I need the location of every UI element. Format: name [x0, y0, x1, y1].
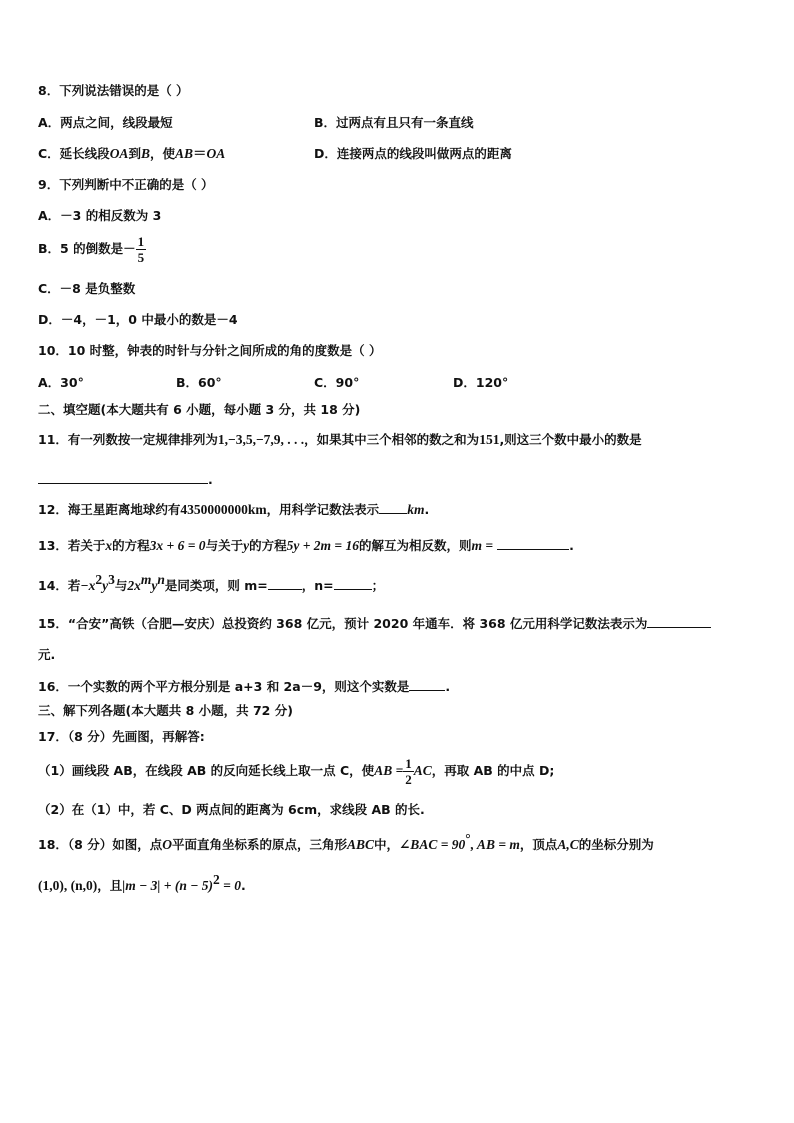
q8-c-oa2: OA: [206, 146, 226, 161]
q18-square: 2: [213, 872, 220, 887]
q9-b-text: B．5 的倒数是－: [38, 241, 136, 256]
q17-p1-post: ，再取 AB 的中点 D;: [431, 763, 555, 778]
q11-text: [38, 431, 642, 449]
q17-stem: 17．（8 分）先画图，再解答:: [38, 729, 205, 744]
q12-end: .: [424, 502, 430, 517]
q13-mid1: 的方程: [112, 538, 150, 553]
q8-option-a: A．两点之间，线段最短: [38, 115, 173, 130]
q14-mid3: ，n=: [301, 578, 334, 593]
q12-answer-blank[interactable]: [379, 500, 407, 514]
q14-term1-x: −x: [80, 578, 96, 593]
q18-line-1: [38, 831, 654, 854]
q18-mid3: ，顶点: [519, 837, 558, 852]
q15-line-1: [38, 614, 711, 633]
q14-term1-yexp: 3: [108, 572, 115, 587]
q16-answer-blank[interactable]: [409, 677, 445, 691]
q17-p1-denominator: 2: [405, 772, 412, 787]
q15-line-2: 元.: [38, 647, 56, 662]
q8-option-c: [38, 145, 225, 163]
q17-p1-pre: （1）画线段 AB，在线段 AB 的反向延长线上取一点 C，使: [38, 763, 375, 778]
q11-answer-line: [38, 470, 213, 489]
q17-p1-numerator: 1: [405, 756, 412, 771]
q8-c-oa: OA: [109, 146, 129, 161]
q13-mid2: 与关于: [205, 538, 244, 553]
q14-term1-y: y: [102, 578, 109, 593]
q14-n-blank[interactable]: [334, 576, 372, 590]
q12-mid: ，用科学记数法表示: [266, 502, 380, 517]
q8-option-d: D．连接两点的线段叫做两点的距离: [314, 146, 512, 161]
q10-stem: 10．10 时整，钟表的时针与分针之间所成的角的度数是（ ）: [38, 343, 382, 358]
q13-equation-2: 5y + 2m = 16: [286, 538, 359, 553]
q11-sequence: 1,−3,5,−7,9, . . .: [217, 432, 305, 447]
q15-text: 15．“合安”高铁（合肥—安庆）总投资约 368 亿元，预计 2020 年通车．将 368 亿元用科学记数法表示为: [38, 616, 648, 631]
q13-var-x: x: [105, 538, 113, 553]
q11-answer-blank[interactable]: [38, 470, 208, 484]
q18-mid4: 的坐标分别为: [578, 837, 654, 852]
q8-c-b: B: [140, 146, 150, 161]
q17-p1-eq: AB =: [374, 763, 404, 778]
q8-c-equals: ＝: [193, 146, 207, 161]
q16-pre: 16．一个实数的两个平方根分别是 a+3 和 2a－9，则这个实数是: [38, 679, 410, 694]
q9-b-denominator: 5: [137, 250, 145, 265]
q14-m-blank[interactable]: [268, 576, 302, 590]
q18-degree: °: [465, 831, 471, 846]
q14-term2-xexp: m: [140, 572, 152, 587]
q18-condition: |m − 3| + (n − 5): [122, 878, 214, 893]
q8-c-text: C．延长线段: [38, 146, 110, 161]
q9-b-fraction: [136, 234, 147, 265]
q18-end: .: [240, 878, 246, 893]
q8-c-to: 到: [128, 146, 141, 161]
q18-ac: A,C: [557, 837, 579, 852]
q16-text: [38, 677, 450, 696]
q10-option-d: D．120°: [453, 375, 509, 390]
q14-term2-y: y: [151, 578, 158, 593]
q9-option-c: C．－8 是负整数: [38, 281, 136, 296]
q14-term2-x: 2x: [127, 578, 141, 593]
q18-pre: 18．（8 分）如图，点: [38, 837, 163, 852]
q12-text: [38, 500, 429, 519]
q12-pre: 12．海王星距离地球约有: [38, 502, 181, 517]
q13-equation-1: 3x + 6 = 0: [149, 538, 206, 553]
q9-b-numerator: 1: [137, 234, 145, 249]
q18-angle: ∠BAC = 90: [399, 837, 466, 852]
q14-end: ；: [371, 578, 385, 593]
q18-coords: (1,0), (n,0): [38, 878, 98, 893]
q14-mid: 与: [114, 578, 128, 593]
q11-post: ,则这三个数中最小的数是: [499, 432, 642, 447]
q17-p1-ac: AC: [413, 763, 432, 778]
q13-var-y: y: [243, 538, 250, 553]
q18-ab: , AB = m: [470, 837, 520, 852]
q9-option-d: D．－4，－1，0 中最小的数是－4: [38, 312, 238, 327]
q18-line-2: [38, 872, 246, 895]
q12-unit: km: [407, 502, 425, 517]
q8-stem: 8．下列说法错误的是（ ）: [38, 83, 189, 98]
q14-term2-yexp: n: [157, 572, 165, 587]
q17-part-1: [38, 756, 554, 787]
q9-stem: 9．下列判断中不正确的是（ ）: [38, 177, 214, 192]
q11-pre: 11．有一列数按一定规律排列为: [38, 432, 218, 447]
q18-o: O: [162, 837, 172, 852]
q13-end: .: [569, 538, 574, 553]
q16-end: .: [445, 679, 451, 694]
q13-mid4: 的解互为相反数，则: [358, 538, 472, 553]
q18-mid2: 中，: [373, 837, 399, 852]
q8-option-b: B．过两点有且只有一条直线: [314, 115, 474, 130]
section-3-heading: 三、解下列各题(本大题共 8 小题，共 72 分): [38, 703, 293, 718]
q12-number: 4350000000km: [180, 502, 267, 517]
q14-text: [38, 572, 385, 595]
q9-option-b: [38, 234, 146, 265]
q13-text: [38, 536, 574, 555]
q13-answer-blank[interactable]: [497, 536, 569, 550]
q10-option-c: C．90°: [314, 375, 360, 390]
q11-end: .: [208, 472, 213, 487]
q14-mid2: 是同类项，则 m=: [164, 578, 268, 593]
q10-option-b: B．60°: [176, 375, 222, 390]
q8-c-such: ，使: [149, 146, 175, 161]
q15-answer-blank[interactable]: [647, 614, 711, 628]
q13-m: m =: [471, 538, 494, 553]
q17-part-2: （2）在（1）中，若 C、D 两点间的距离为 6cm，求线段 AB 的长.: [38, 802, 425, 817]
q18-mid1: 平面直角坐标系的原点，三角形: [171, 837, 347, 852]
q13-pre: 13．若关于: [38, 538, 106, 553]
q18-mid5: ，且: [97, 878, 123, 893]
q18-condition-2: = 0: [219, 878, 241, 893]
q10-option-a: A．30°: [38, 375, 84, 390]
q18-abc: ABC: [346, 837, 374, 852]
q17-p1-fraction: [403, 756, 414, 787]
q9-option-a: A．－3 的相反数为 3: [38, 208, 162, 223]
q14-pre: 14．若: [38, 578, 81, 593]
q11-sum: 151: [479, 432, 500, 447]
q11-mid: ，如果其中三个相邻的数之和为: [304, 432, 480, 447]
q13-mid3: 的方程: [249, 538, 287, 553]
q8-c-ab: AB: [175, 146, 194, 161]
q14-term1-xexp: 2: [95, 572, 103, 587]
section-2-heading: 二、填空题(本大题共有 6 小题，每小题 3 分，共 18 分): [38, 402, 361, 417]
